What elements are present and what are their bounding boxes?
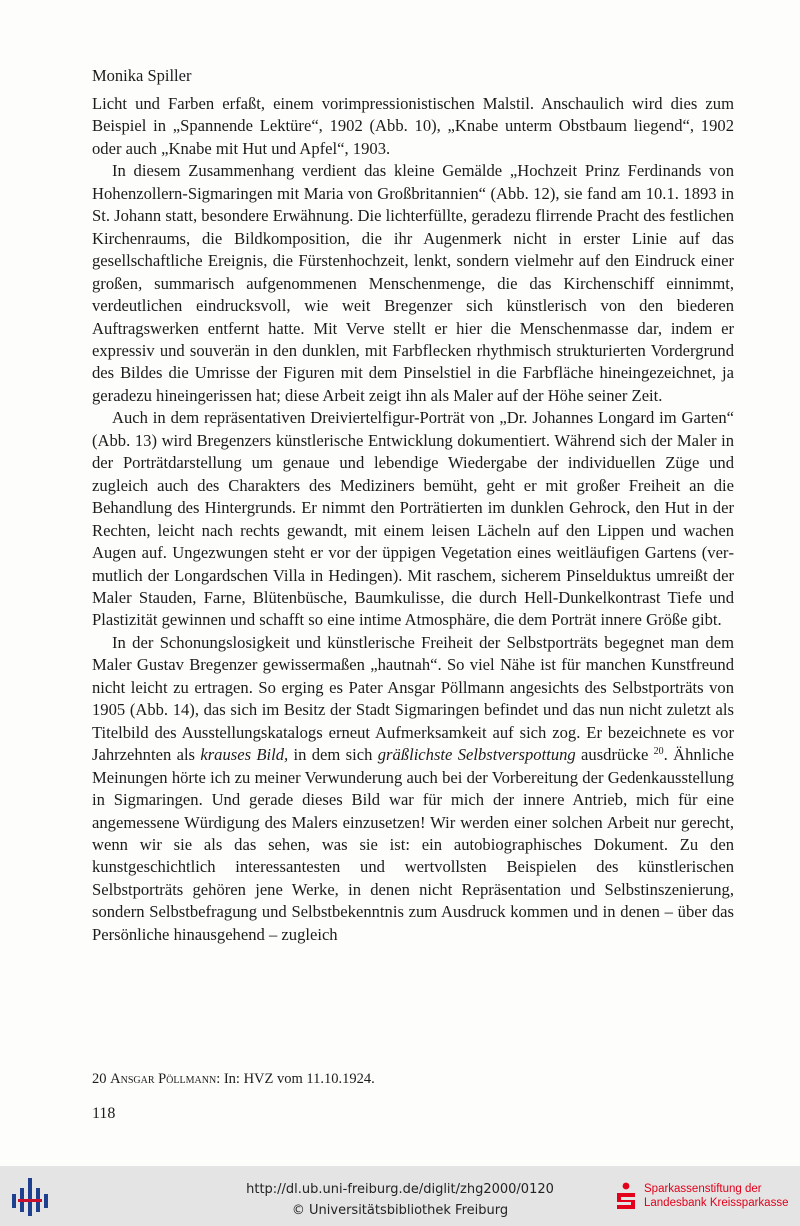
footnote-text: : In: HVZ vom 11.10.1924. <box>216 1071 375 1087</box>
text-run: In der Schonungslosigkeit und künstlerische Freiheit der Selbstporträts begegnet man dem Maler Gustav Bregenzer gewissermaßen „hautnah“. So viel Nähe ist für manchen Kunstfreund nicht leicht zu ertragen. So erging es Pater Ansgar Pöllmann angesichts des Selbstporträts von 1905 (Abb. 14), das sich im Besitz der Stadt Sigmaringen befindet und das nun nicht zuletzt als Titelbild des Ausstellungskatalogs erneut Aufmerksamkeit auf sich zog. Er bezeichnete es vor Jahrzehnten als <box>92 632 734 765</box>
sponsor-line-1: Sparkassenstiftung der <box>644 1183 762 1195</box>
running-head: Monika Spiller <box>92 66 192 85</box>
emphasis-text: krauses Bild, <box>200 745 289 765</box>
text-run: in dem sich <box>288 745 378 765</box>
sparkasse-s-logo-icon <box>614 1182 638 1212</box>
paragraph <box>92 407 734 632</box>
text-run: Licht und Farben erfaßt, einem vorimpressionistischen Malstil. Anschaulich wird dies zum Beispiel in „Spannende Lektüre“, 1902 (Abb. 10), „Knabe unterm Obstbaum liegend“, 1902 oder auch „Knabe mit Hut und Apfel“, 1903. <box>92 94 734 158</box>
paragraph <box>92 632 734 946</box>
document-url-link[interactable]: http://dl.ub.uni-freiburg.de/diglit/zhg2000/0120 <box>246 1182 554 1197</box>
footnote-author: Ansgar Pöllmann <box>110 1071 217 1087</box>
body-text <box>92 93 734 946</box>
text-run: . Ähnliche Meinungen hörte ich zu meiner Verwunderung auch bei der Vorbereitung der Gedenkausstellung in Sigmaringen. Und gerade dieses Bild war für mich der innere Antrieb, mich für eine angemessene Würdigung des Malers einzusetzen! Wir werden einer solchen Arbeit nur gerecht, wenn wir sie als das sehen, was sie ist: ein autobiographisches Dokument. Zu den kunstgeschichtlich interessantesten und wertvollsten Beispielen des künstlerischen Selbstporträts gehören jene Werke, in denen nicht Repräsentation und Selbstinszenierung, sondern Selbstbefragung und Selbstbekenntnis zum Ausdruck kommen und in denen – über das Persönliche hinausgehend – zugleich <box>92 745 734 944</box>
footnote-number: 20 <box>92 1071 107 1087</box>
footnote <box>92 1071 375 1088</box>
page-number: 118 <box>92 1105 116 1122</box>
text-run: In diesem Zusammenhang verdient das kleine Gemälde „Hochzeit Prinz Ferdinands von Hohenzollern-Sigmaringen mit Maria von Großbritannien“ (Abb. 12), sie fand am 10.1. 1893 in St. Johann statt, besondere Erwähnung. Die lichterfüllte, geradezu flirrende Pracht des festlichen Kirchenraums, die Bildkomposition, die ihr Augenmerk nicht in erster Linie auf das gesellschaftliche Ereignis, die Fürstenhochzeit, lenkt, sondern vielmehr auf den Eindruck einer großen, summarisch aufgenommenen Menschenmenge, die das Kirchenschiff einnimmt, verdeutlichen eindrucksvoll, wie weit Bregenzer sich künstlerisch von den biederen Auftragswerken entfernt hatte. Mit Verve stellt er hier die Menschenmasse dar, indem er expressiv und souverän in den dunklen, mit Farbflecken rhythmisch strukturierten Vordergrund des Bildes die Umrisse der Figuren mit dem Pinselstiel in die Farbfläche hineingezeichnet, ja geradezu hineingerissen hat; diese Arbeit zeigt ihn als Maler auf der Höhe seiner Zeit. <box>92 161 734 405</box>
sponsor-text <box>644 1182 788 1210</box>
emphasis-text: gräßlichste Selbstverspottung <box>377 745 576 765</box>
sponsor-logo[interactable] <box>614 1180 798 1220</box>
paragraph <box>92 93 734 160</box>
footnote-reference: 20 <box>653 746 664 758</box>
text-run: Auch in dem repräsentativen Dreiviertelfigur-Porträt von „Dr. Johannes Longard im Garten“ (Abb. 13) wird Bregenzers künstlerische Entwicklung dokumentiert. Während sich der Maler in der Porträtdarstellung um genaue und lebendige Wiedergabe der individuellen Züge und zugleich auch des Charakters des Mediziners bemüht, geht er mit großer Freiheit an die Behandlung des Hintergrunds. Er nimmt den Porträtierten im dunklen Gehrock, den Hut in der Rechten, leicht nach rechts gewandt, mit einem leisen Lächeln auf den Lippen und wachen Augen auf. Ungezwungen steht er vor der üppigen Vegetation eines weitläufigen Gartens (vermutlich der Longardschen Villa in Hedingen). Mit raschem, sicherem Pinselduktus umreißt der Maler Stauden, Farne, Blütenbüsche, Baumkulisse, die durch Hell-Dunkelkontrast Tiefe und Plastizität gewinnen und schafft so eine intime Atmosphäre, die dem Porträt innere Größe gibt. <box>92 408 734 630</box>
text-run: ausdrücke <box>575 745 654 765</box>
paragraph <box>92 160 734 407</box>
copyright-text: © Universitätsbibliothek Freiburg <box>291 1203 509 1218</box>
sponsor-line-2: Landesbank Kreissparkasse <box>644 1197 789 1209</box>
viewer-footer <box>0 1166 800 1226</box>
